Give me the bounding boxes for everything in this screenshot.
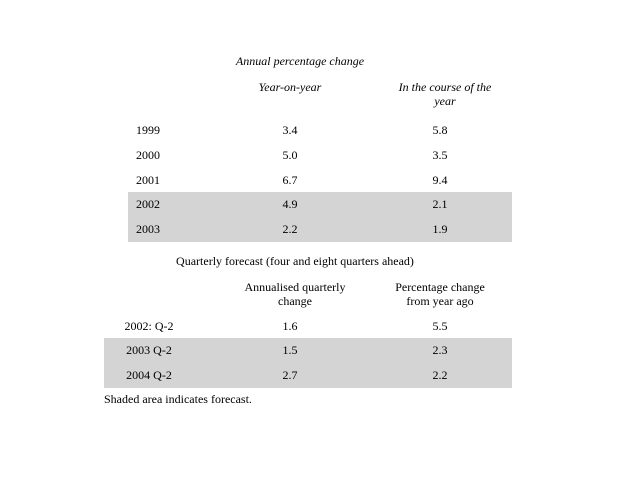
row-course-value: 3.5: [432, 148, 448, 162]
header-course-of-year-line2: year: [434, 94, 456, 108]
table-row-annual-2003: [0, 217, 640, 241]
header-course-of-year-line1: In the course of the: [398, 80, 492, 94]
row-annualised-value: 1.5: [282, 343, 298, 357]
table-row-quarterly-2002: [0, 314, 640, 338]
row-label: 1999: [136, 123, 160, 137]
row-annualised-value: 2.7: [282, 368, 298, 382]
header-percentage-change: [370, 280, 510, 308]
table-row-quarterly-2003: [0, 338, 640, 362]
row-label: 2004 Q-2: [126, 368, 172, 382]
header-percentage-line2: from year ago: [406, 294, 474, 308]
header-year-on-year: Year-on-year: [258, 80, 322, 94]
row-label: 2002: [136, 197, 160, 211]
header-annualised-line1: Annualised quarterly: [244, 280, 346, 294]
header-course-of-year: [370, 80, 520, 108]
row-yoy-value: 4.9: [282, 197, 298, 211]
header-percentage-line1: Percentage change: [395, 280, 485, 294]
row-course-value: 9.4: [432, 173, 448, 187]
row-pct-value: 5.5: [432, 319, 448, 333]
header-annualised-line2: change: [278, 294, 312, 308]
row-pct-value: 2.3: [432, 343, 448, 357]
row-yoy-value: 2.2: [282, 222, 298, 236]
row-yoy-value: 3.4: [282, 123, 298, 137]
table-row-annual-2001: [0, 168, 640, 192]
table-row-annual-2002: [0, 192, 640, 216]
row-label: 2003: [136, 222, 160, 236]
row-annualised-value: 1.6: [282, 319, 298, 333]
footnote: Shaded area indicates forecast.: [104, 392, 252, 406]
row-label: 2001: [136, 173, 160, 187]
row-label: 2000: [136, 148, 160, 162]
row-label: 2003 Q-2: [126, 343, 172, 357]
row-label: 2002: Q-2: [124, 319, 174, 333]
table-row-quarterly-2004: [0, 363, 640, 387]
row-pct-value: 2.2: [432, 368, 448, 382]
row-course-value: 5.8: [432, 123, 448, 137]
table-row-annual-2000: [0, 143, 640, 167]
row-yoy-value: 5.0: [282, 148, 298, 162]
row-course-value: 1.9: [432, 222, 448, 236]
row-yoy-value: 6.7: [282, 173, 298, 187]
quarterly-caption: Quarterly forecast (four and eight quarters ahead): [176, 254, 414, 268]
annual-caption: Annual percentage change: [235, 54, 365, 68]
row-course-value: 2.1: [432, 197, 448, 211]
table-row-annual-1999: [0, 118, 640, 142]
header-annualised-quarterly: [220, 280, 370, 308]
